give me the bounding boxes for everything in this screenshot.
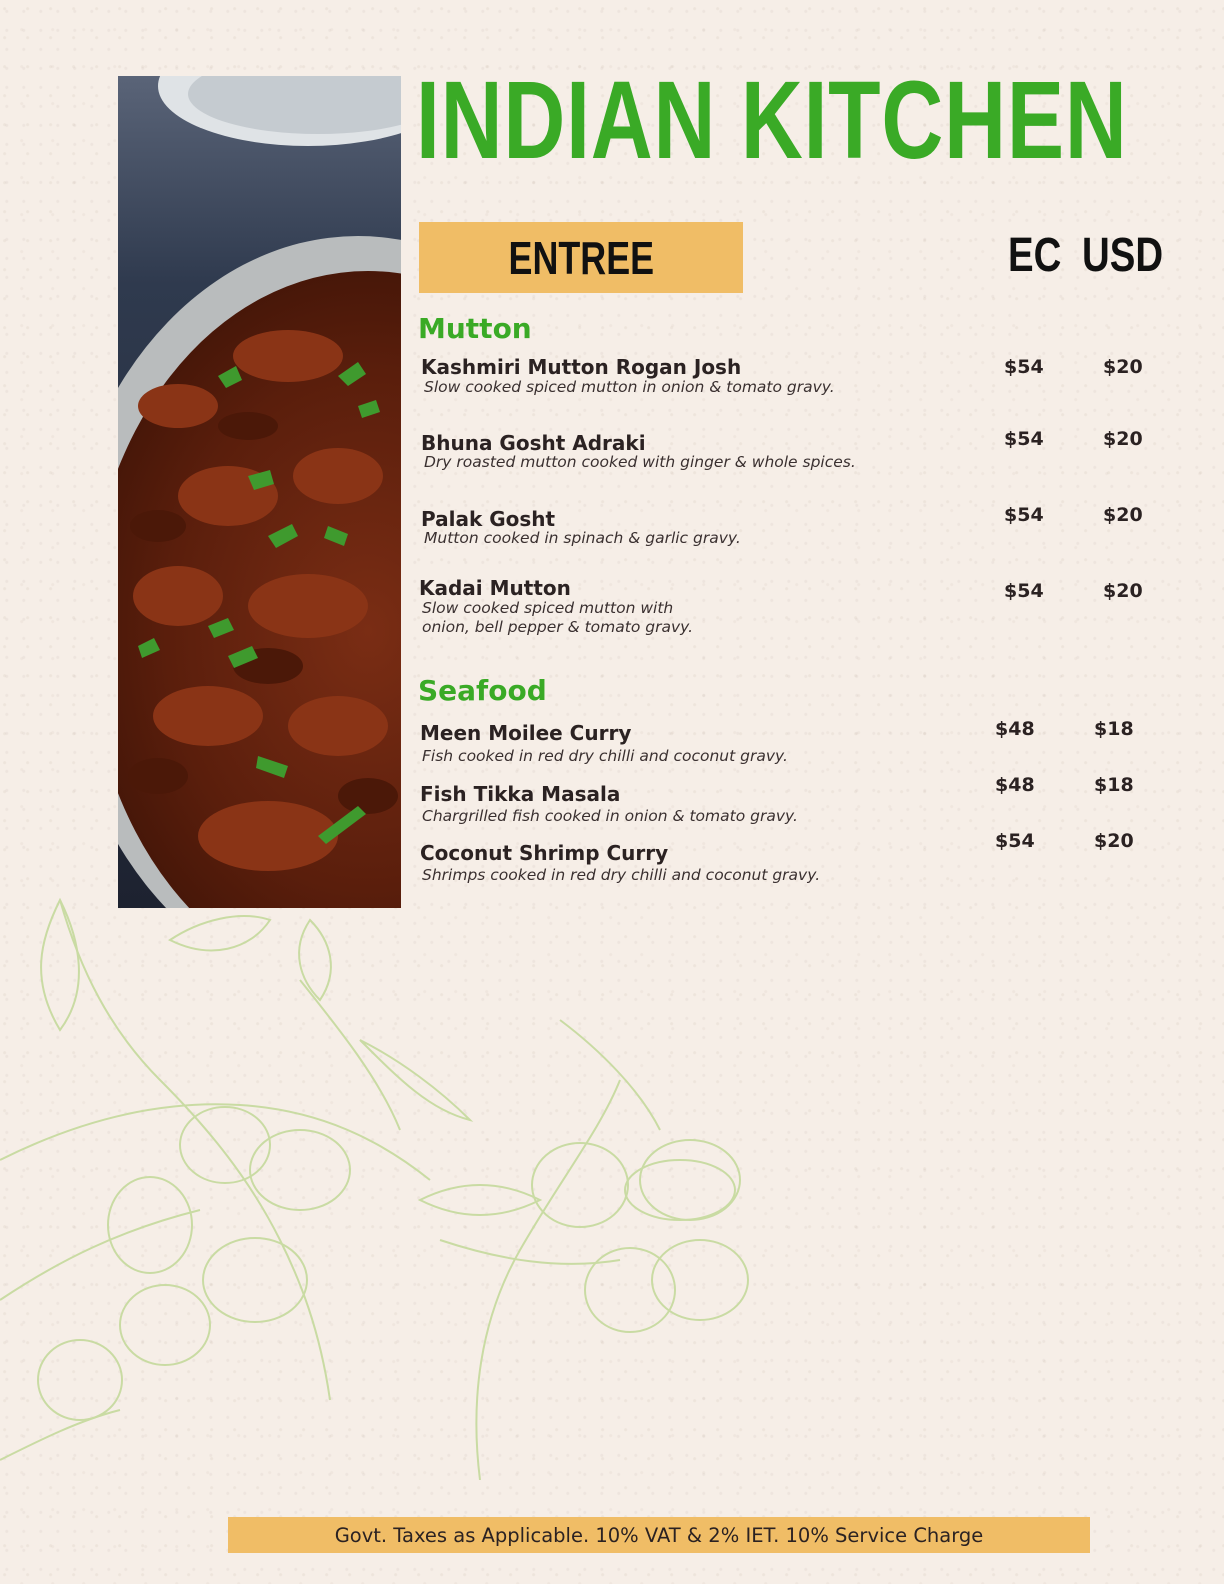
column-header-usd: USD <box>1082 229 1164 282</box>
menu-item-name: Kadai Mutton <box>419 576 571 600</box>
menu-item-description: Slow cooked spiced mutton in onion & tomato gravy. <box>424 378 835 396</box>
menu-item-description: Shrimps cooked in red dry chilli and coconut gravy. <box>422 866 821 884</box>
category-seafood: Seafood <box>418 674 547 707</box>
menu-item-description: Fish cooked in red dry chilli and coconut gravy. <box>422 747 788 765</box>
price-ec: $48 <box>995 718 1035 740</box>
category-mutton: Mutton <box>418 312 532 345</box>
price-usd: $20 <box>1103 428 1143 450</box>
menu-item-name: Fish Tikka Masala <box>420 782 621 806</box>
olive-branch-sketch <box>0 880 780 1480</box>
price-usd: $20 <box>1103 356 1143 378</box>
menu-item-description: Mutton cooked in spinach & garlic gravy. <box>424 529 741 547</box>
menu-item-name: Meen Moilee Curry <box>420 721 632 745</box>
price-ec: $54 <box>1004 356 1044 378</box>
section-title: ENTREE <box>508 231 654 284</box>
price-usd: $18 <box>1094 718 1134 740</box>
price-ec: $54 <box>1004 580 1044 602</box>
menu-item-name: Kashmiri Mutton Rogan Josh <box>421 355 742 379</box>
price-ec: $54 <box>1004 428 1044 450</box>
menu-item-description: Slow cooked spiced mutton with <box>422 599 674 617</box>
restaurant-title: INDIAN KITCHEN <box>416 59 1128 182</box>
menu-item-description: Dry roasted mutton cooked with ginger & whole spices. <box>424 453 856 471</box>
tax-note: Govt. Taxes as Applicable. 10% VAT & 2% IET. 10% Service Charge <box>334 1523 984 1547</box>
price-usd: $20 <box>1103 580 1143 602</box>
menu-item-name: Coconut Shrimp Curry <box>420 841 669 865</box>
column-header-ec: EC <box>1008 229 1062 282</box>
mutton-curry-photo <box>118 76 401 908</box>
menu-item-description-line-2: onion, bell pepper & tomato gravy. <box>422 618 694 636</box>
menu-item-name: Palak Gosht <box>421 507 556 531</box>
menu-item-description: Chargrilled fish cooked in onion & tomato gravy. <box>422 807 798 825</box>
section-header <box>419 222 743 293</box>
tax-note-bar <box>228 1517 1090 1553</box>
price-ec: $54 <box>1004 504 1044 526</box>
price-ec: $54 <box>995 830 1035 852</box>
price-usd: $20 <box>1103 504 1143 526</box>
price-usd: $18 <box>1094 774 1134 796</box>
price-usd: $20 <box>1094 830 1134 852</box>
price-ec: $48 <box>995 774 1035 796</box>
menu-item-name: Bhuna Gosht Adraki <box>421 431 646 455</box>
